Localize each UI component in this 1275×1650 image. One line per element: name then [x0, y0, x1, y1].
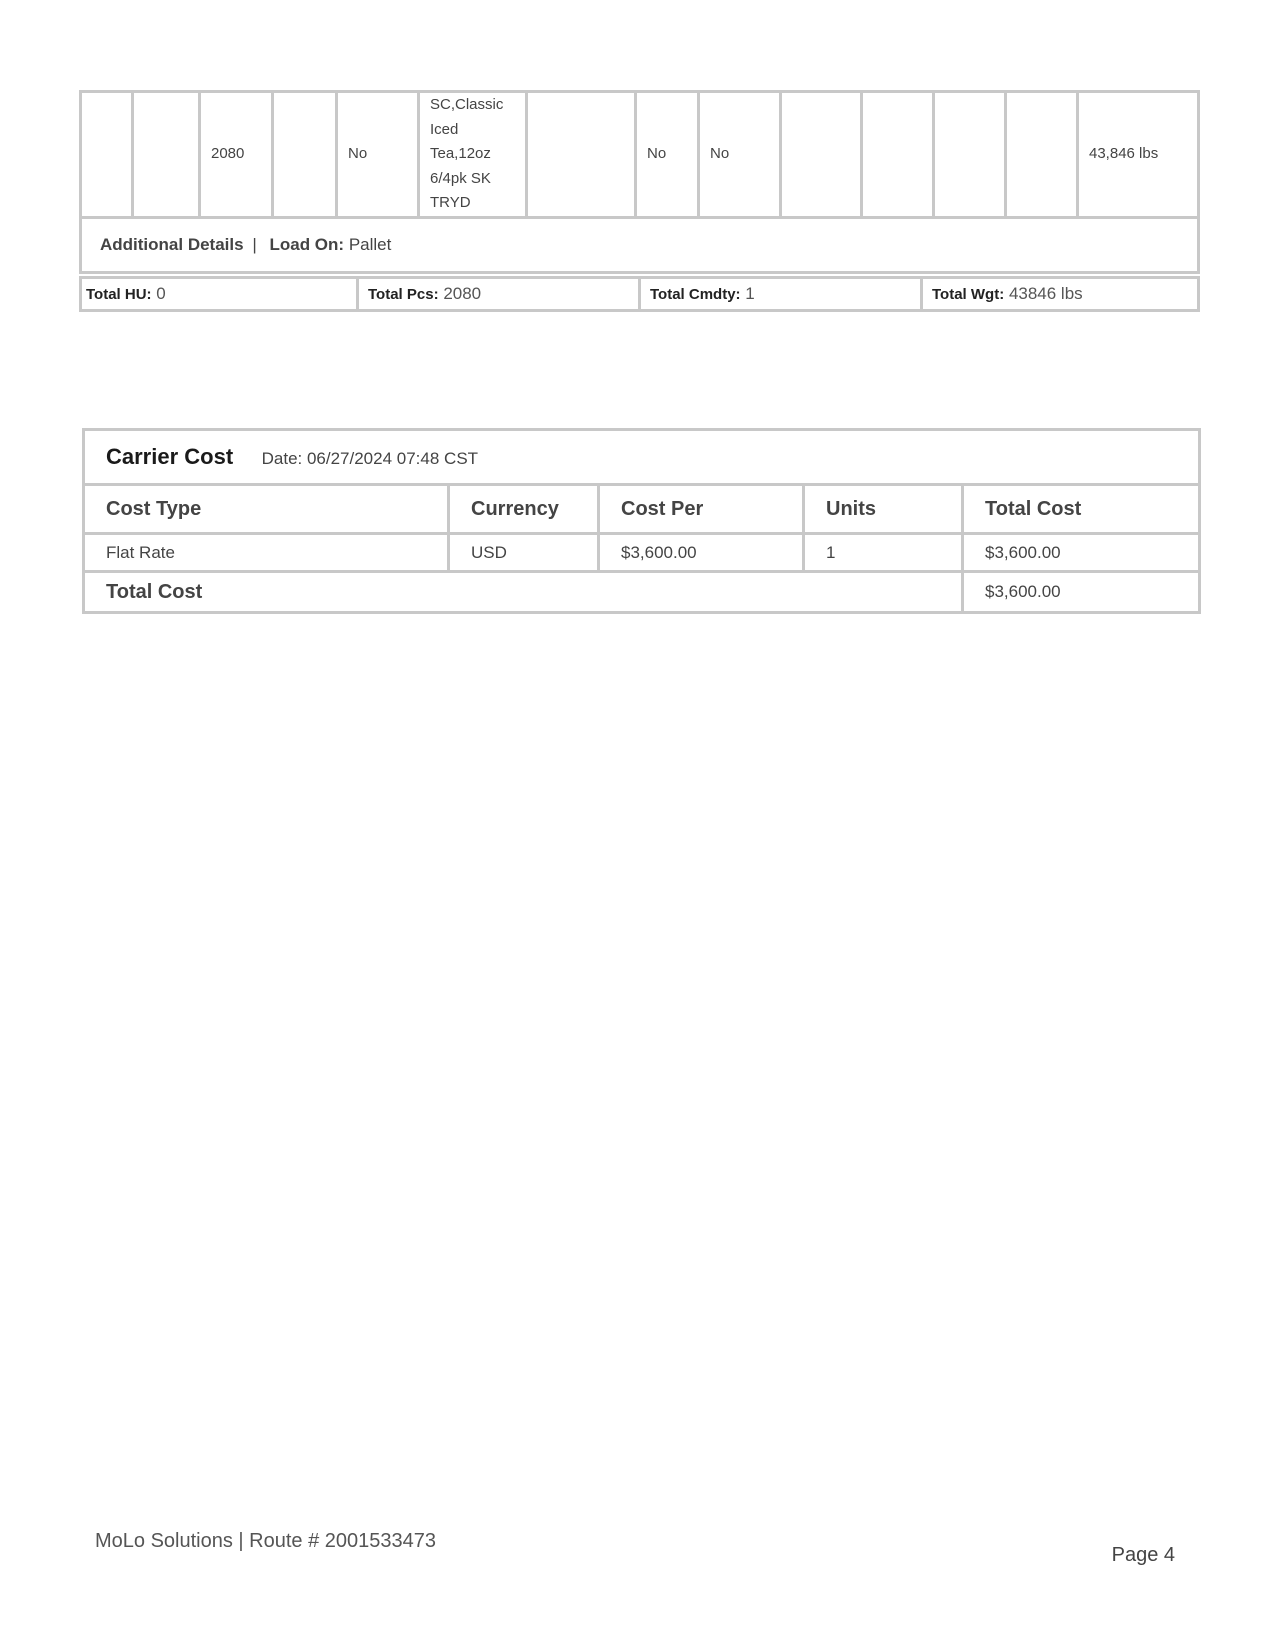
additional-details-cell — [81, 218, 1199, 273]
total-hu-cell — [81, 278, 358, 311]
load-on-value: Pallet — [348, 234, 392, 254]
total-cmdty-value: 1 — [745, 284, 755, 303]
commodity-cell — [133, 92, 200, 218]
carrier-cost-title-row — [84, 430, 1200, 485]
units-cell: 1 — [804, 534, 963, 572]
total-wgt-label: Total Wgt: — [932, 286, 1005, 303]
column-header-currency: Currency — [449, 485, 599, 534]
cost-per-cell: $3,600.00 — [599, 534, 804, 572]
commodity-cell — [1006, 92, 1078, 218]
total-cost-label: Total Cost — [84, 572, 963, 613]
page-number: Page 4 — [1111, 1544, 1175, 1566]
additional-details-label: Additional Details — [100, 234, 244, 254]
totals-table — [79, 276, 1200, 312]
total-wgt-cell — [922, 278, 1199, 311]
cost-type-cell: Flat Rate — [84, 534, 449, 572]
commodity-hazmat-cell: No — [337, 92, 419, 218]
commodity-weight-cell: 43,846 lbs — [1078, 92, 1199, 218]
column-header-units: Units — [804, 485, 963, 534]
commodity-cell — [527, 92, 636, 218]
commodity-cell — [934, 92, 1006, 218]
currency-cell: USD — [449, 534, 599, 572]
footer-route-info: MoLo Solutions | Route # 2001533473 — [95, 1530, 437, 1552]
carrier-cost-date: Date: 06/27/2024 07:48 CST — [261, 449, 479, 468]
details-separator: | — [252, 234, 257, 254]
commodity-flag-cell: No — [636, 92, 699, 218]
commodity-pieces-cell: 2080 — [200, 92, 273, 218]
total-pcs-value: 2080 — [443, 284, 482, 303]
total-cost-cell: $3,600.00 — [963, 534, 1200, 572]
column-header-cost-type: Cost Type — [84, 485, 449, 534]
column-header-cost-per: Cost Per — [599, 485, 804, 534]
total-cmdty-cell — [640, 278, 922, 311]
carrier-cost-table — [82, 428, 1201, 614]
commodity-cell — [81, 92, 133, 218]
carrier-cost-column-headers — [84, 485, 1200, 534]
carrier-cost-title: Carrier Cost — [106, 444, 234, 469]
total-pcs-cell — [358, 278, 640, 311]
carrier-cost-header-cell — [84, 430, 1200, 485]
total-cmdty-label: Total Cmdty: — [650, 286, 741, 303]
commodity-cell — [862, 92, 934, 218]
carrier-cost-total-row — [84, 572, 1200, 613]
commodity-flag-cell: No — [699, 92, 781, 218]
total-cost-value: $3,600.00 — [963, 572, 1200, 613]
commodity-item-row — [81, 92, 1199, 218]
total-hu-label: Total HU: — [86, 286, 152, 303]
total-hu-value: 0 — [156, 284, 166, 303]
total-wgt-value: 43846 lbs — [1008, 284, 1083, 303]
column-header-total-cost: Total Cost — [963, 485, 1200, 534]
totals-row — [81, 278, 1199, 311]
commodity-cell — [781, 92, 862, 218]
commodity-table — [79, 90, 1200, 274]
commodity-cell — [273, 92, 337, 218]
commodity-description-cell: SC,Classic Iced Tea,12oz 6/4pk SK TRYD — [419, 92, 527, 218]
additional-details-row — [81, 218, 1199, 273]
load-on-label: Load On: — [269, 234, 345, 254]
table-row — [84, 534, 1200, 572]
total-pcs-label: Total Pcs: — [368, 286, 439, 303]
